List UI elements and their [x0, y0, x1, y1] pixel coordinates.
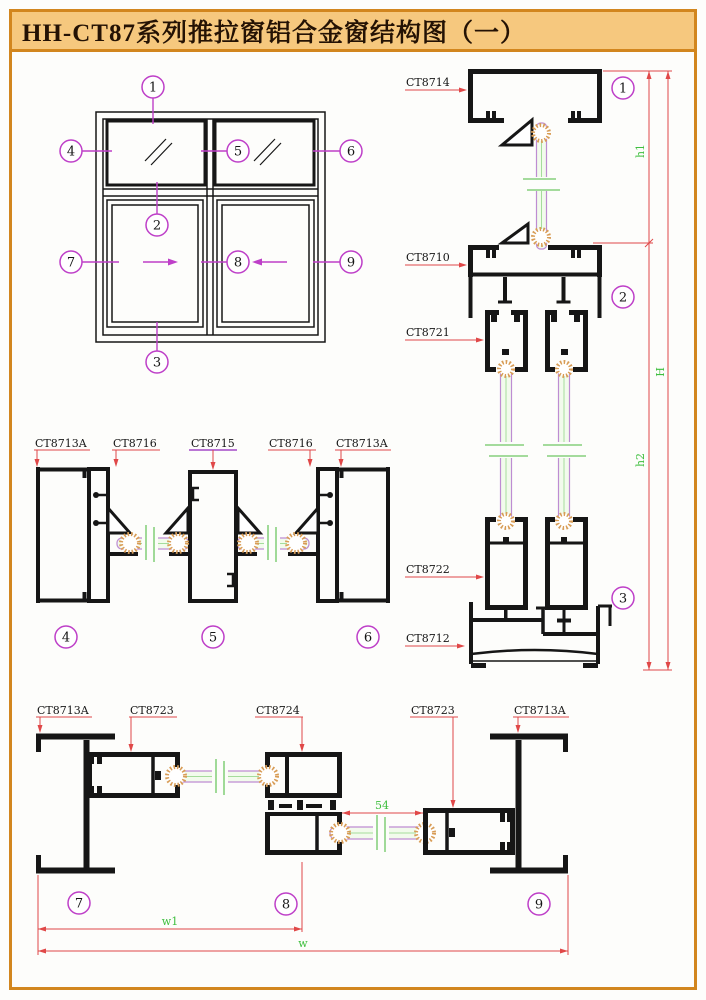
sill-profile-ct8712 [471, 602, 612, 666]
sash-profile-ct8723-right [416, 808, 515, 855]
svg-text:8: 8 [233, 255, 243, 271]
gasket [259, 767, 277, 785]
label-ct8721: CT8721 [406, 326, 450, 339]
svg-text:5: 5 [233, 144, 243, 160]
svg-text:8: 8 [281, 897, 291, 913]
glass-pane-sash-right [543, 368, 586, 524]
sash-bottom-profile-ct8722 [485, 514, 588, 621]
elevation [60, 76, 362, 373]
callout-3 [146, 351, 168, 373]
callout-4 [60, 140, 82, 162]
callout-8 [227, 251, 249, 273]
vertical-dimensions [593, 71, 672, 670]
callout-section-6 [357, 626, 379, 648]
callout-section-1 [612, 77, 634, 99]
svg-text:2: 2 [618, 290, 628, 306]
callout-7 [60, 251, 82, 273]
label-ct8712: CT8712 [406, 632, 450, 645]
glazing-bead [108, 508, 130, 533]
gasket [167, 767, 185, 785]
gasket [331, 824, 349, 842]
gasket [499, 514, 513, 528]
gasket [287, 534, 305, 552]
label-ct8722: CT8722 [406, 563, 450, 576]
label-ct8715: CT8715 [191, 437, 235, 450]
label-ct8713a-left: CT8713A [35, 437, 87, 450]
glazing-bead [502, 224, 528, 243]
label-ct8710: CT8710 [406, 251, 450, 264]
glazing-bead [296, 508, 318, 533]
dim-label-h1: h1 [634, 143, 647, 159]
svg-text:3: 3 [618, 591, 628, 607]
svg-text:9: 9 [346, 255, 356, 271]
dim-label-h2: h2 [634, 452, 647, 468]
gasket [169, 534, 187, 552]
svg-text:7: 7 [74, 896, 84, 912]
callout-5 [227, 140, 249, 162]
callout-section-8 [275, 893, 297, 915]
vertical-section-labels [405, 76, 484, 649]
horizontal-section-top [34, 437, 391, 648]
svg-text:5: 5 [208, 630, 218, 646]
callout-section-3 [612, 587, 634, 609]
label-ct8716-left: CT8716 [113, 437, 157, 450]
meeting-stile-ct8724 [259, 752, 349, 855]
label-ct8723-right: CT8723 [411, 704, 455, 717]
label-ct8713a-right: CT8713A [514, 704, 566, 717]
page-title: HH-CT87系列推拉窗铝合金窗结构图（一） [22, 19, 526, 47]
gasket [533, 125, 549, 141]
svg-text:1: 1 [618, 81, 628, 97]
svg-text:9: 9 [534, 897, 544, 913]
jamb-profile-left [36, 467, 139, 603]
dim-label-54: 54 [375, 799, 389, 812]
dim-label-h: H [654, 367, 667, 377]
label-ct8713a-left: CT8713A [37, 704, 89, 717]
glazing-bead [502, 120, 532, 145]
label-ct8723-left: CT8723 [130, 704, 174, 717]
glazing-bead [238, 508, 260, 533]
svg-text:3: 3 [152, 355, 162, 371]
callout-section-4 [55, 626, 77, 648]
gasket [239, 534, 257, 552]
svg-text:6: 6 [363, 630, 373, 646]
gasket [499, 362, 513, 376]
callout-1 [142, 76, 164, 98]
vertical-section [405, 69, 672, 670]
dim-54 [342, 799, 423, 816]
svg-text:1: 1 [148, 80, 158, 96]
dim-label-w1: w1 [161, 915, 179, 928]
callout-section-2 [612, 286, 634, 308]
label-ct8724: CT8724 [256, 704, 300, 717]
gasket [557, 362, 571, 376]
gasket [121, 534, 139, 552]
gasket [557, 514, 571, 528]
callout-9 [340, 251, 362, 273]
sash-arrow-right-icon [143, 259, 178, 266]
svg-text:7: 7 [66, 255, 76, 271]
head-profile-ct8714 [468, 69, 602, 145]
horizontal-section-bottom [36, 704, 569, 955]
transom-profile-ct8710 [468, 224, 602, 318]
elevation-callout-leaders [82, 98, 340, 351]
sash-top-profile-ct8721 [485, 310, 588, 376]
svg-text:4: 4 [61, 630, 71, 646]
callout-section-9 [528, 893, 550, 915]
fixed-panel-left [107, 121, 205, 185]
jamb-profile-right [287, 467, 390, 603]
glass-pane-sash-left [485, 368, 528, 524]
svg-text:4: 4 [66, 144, 76, 160]
callout-6 [340, 140, 362, 162]
callout-2 [146, 214, 168, 236]
elevation-frame [96, 112, 325, 342]
mid-section-labels [34, 437, 391, 470]
label-ct8714: CT8714 [406, 76, 450, 89]
callout-section-5 [202, 626, 224, 648]
svg-text:6: 6 [346, 144, 356, 160]
dim-w1-w [38, 862, 568, 955]
glazing-bead [166, 508, 188, 533]
gasket [533, 229, 549, 245]
svg-text:2: 2 [152, 218, 162, 234]
sash-arrow-left-icon [252, 259, 287, 266]
label-ct8716-right: CT8716 [269, 437, 313, 450]
label-ct8713a-right: CT8713A [336, 437, 388, 450]
callout-section-7 [68, 892, 90, 914]
mullion-profile-ct8715 [166, 470, 260, 603]
dim-label-w: w [298, 937, 308, 950]
